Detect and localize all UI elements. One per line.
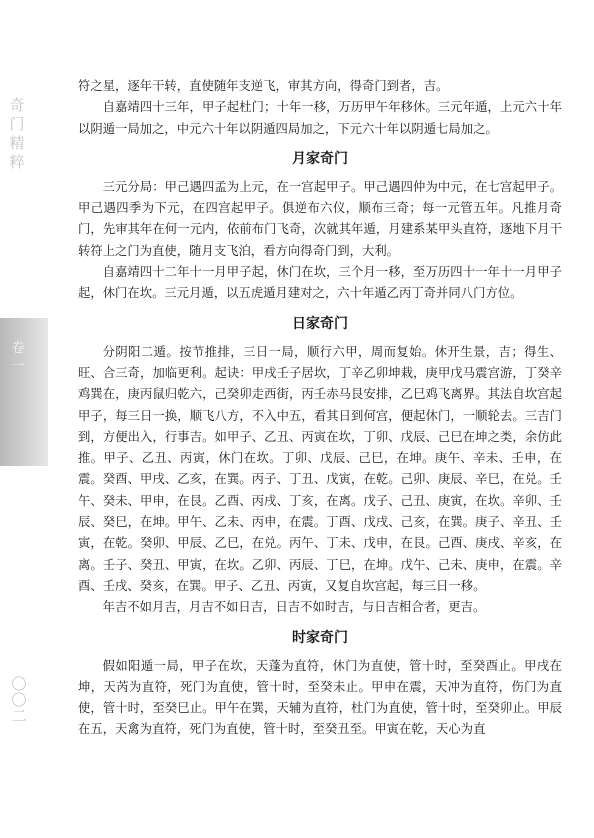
paragraph: 年吉不如月吉，月吉不如日吉，日吉不如时吉，与日吉相合者，更吉。 xyxy=(102,600,486,615)
paragraph: 自嘉靖四十三年，甲子起杜门；十年一移，万历甲午年移休。三元年遁，上元六十年以阴遁一局加之，中元六十年以阴遁四局加之，下元六十年以阴遁七局加之。 xyxy=(78,100,562,136)
paragraph: 分阴阳二遁。按节推排，三日一局，顺行六甲，周而复始。休开生景，吉；得生、旺、合三奇，加临更利。起诀：甲戌壬子居坎，丁辛乙卯坤栽，庚甲戊马震宫游，丁癸辛鸡巽在，庚丙鼠归乾六，己癸卯走西街，丙壬赤马艮安排，乙巳鸡飞离界。其法自坎宫起甲子，每三日一换，顺飞八方，不入中五，看其日到何宫，便起休门，一顺轮去。三吉门到，方便出入，行事吉。如甲子、乙丑、丙寅在坎，丁卯、戊辰、己巳在坤之类，余仿此推。甲子、乙丑、丙寅，休门在坎。丁卯、戊辰、己巳，在坤。庚午、辛未、壬申，在震。癸酉、甲戌、乙亥，在巽。丙子、丁丑、戊寅，在乾。己卯、庚辰、辛巳，在兑。壬午、癸未、甲申，在艮。乙酉、丙戌、丁亥，在离。戊子、己丑、庚寅，在坎。辛卯、壬辰、癸巳，在坤。甲午、乙未、丙申，在震。丁酉、戊戌、己亥，在巽。庚子、辛丑、壬寅，在乾。癸卯、甲辰、乙巳，在兑。丙午、丁未、戊申，在艮。己酉、庚戌、辛亥，在离。壬子、癸丑、甲寅，在坎。乙卯、丙辰、丁巳，在坤。戊午、己未、庚申，在震。辛酉、壬戌、癸亥，在巽。甲子、乙丑、丙寅，又复自坎宫起，每三日一移。 xyxy=(78,344,562,593)
paragraph: 自嘉靖四十二年十一月甲子起，休门在坎，三个月一移，至万历四十一年十一月甲子起，休门在坎。三元月遁，以五虎遁月建对之，六十年遁乙丙丁奇并同八门方位。 xyxy=(78,265,562,301)
page-number: 〇〇二 xyxy=(11,675,27,725)
chapter-label: 卷一 xyxy=(11,341,25,374)
paragraph: 三元分局：甲己遇四孟为上元，在一宫起甲子。甲己遇四仲为中元，在七宫起甲子。甲己遇四季为下元，在四宫起甲子。俱逆布六仪，顺布三奇；每一元管五年。凡推月奇门，先审其年在何一元内，依前布门飞奇，次就其年遁，月建系某甲头直符，逐地下月干转符上之门为直使，随月支飞泊，看方向得奇门到，大利。 xyxy=(78,179,562,258)
section-heading: 日家奇门 xyxy=(292,315,348,332)
book-title: 奇门精粹 xyxy=(9,96,25,171)
sidebar xyxy=(0,0,48,838)
paragraph: 假如阳遁一局，甲子在坎，天蓬为直符，休门为直使，管十时，至癸酉止。甲戌在坤，天芮为直符，死门为直使，管十时，至癸未止。甲申在震，天冲为直符，伤门为直使，管十时，至癸巳止。甲午在巽，天辅为直符，杜门为直使，管十时，至癸卯止。甲辰在五，天禽为直符，死门为直使，管十时，至癸丑至。甲寅在乾，天心为直 xyxy=(78,658,562,737)
section-heading: 月家奇门 xyxy=(292,150,348,167)
paragraph: 符之星，逐年干转，直使随年支逆飞，审其方向，得奇门到者，吉。 xyxy=(78,79,449,93)
section-heading: 时家奇门 xyxy=(292,629,348,646)
page-content xyxy=(78,76,562,741)
